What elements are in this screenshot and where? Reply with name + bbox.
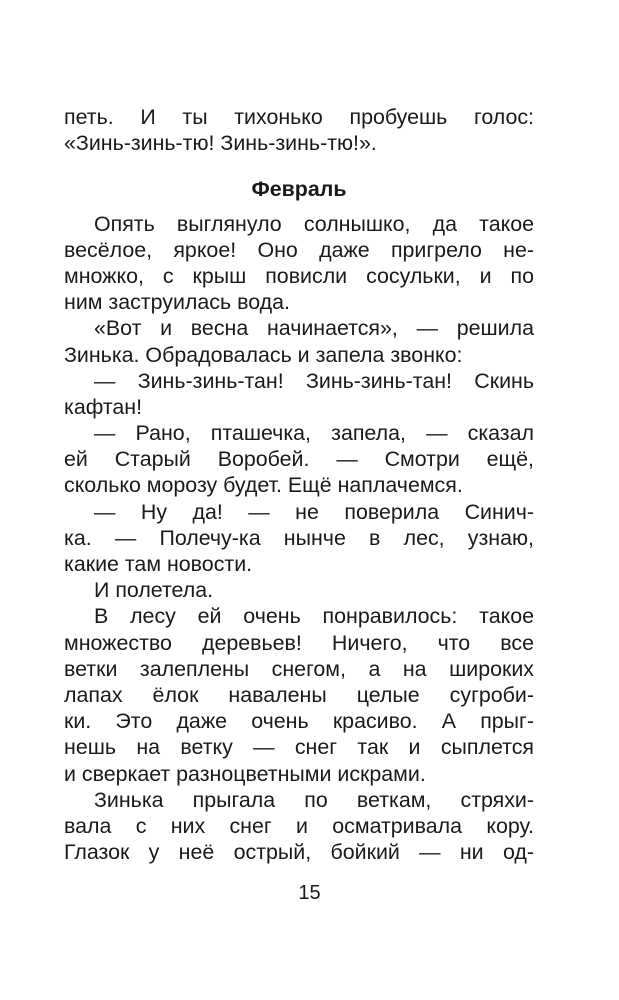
text-line: Опять выглянуло солнышко, да такое <box>94 211 534 236</box>
paragraph <box>64 315 534 367</box>
text-line: — Рано, пташечка, запела, — сказал <box>94 421 534 446</box>
text-line: И полетела. <box>94 578 214 603</box>
paragraph <box>64 603 534 786</box>
text-line: множко, с крыш повисли сосульки, и по <box>64 263 534 288</box>
text-line: — Зинь-зинь-тан! Зинь-зинь-тан! Скинь <box>94 368 534 393</box>
text-line: нешь на ветку — снег так и сыплется <box>64 735 534 760</box>
text-line: В лесу ей очень понравилось: такое <box>94 604 534 629</box>
text-line: лапах ёлок навалены целые сугроби- <box>64 682 534 707</box>
text-line: петь. И ты тихонько пробуешь голос: <box>64 105 534 129</box>
text-line: Зинька. Обрадовалась и запела звонко: <box>64 342 463 367</box>
text-line: весёлое, яркое! Оно даже пригрело не- <box>64 237 534 262</box>
text-line: кафтан! <box>64 394 143 419</box>
text-line: вала с них снег и осматривала кору. <box>64 813 534 838</box>
paragraph <box>64 499 534 578</box>
text-line: сколько морозу будет. Ещё наплачемся. <box>64 473 463 498</box>
text-line: ка. — Полечу-ка нынче в лес, узнаю, <box>64 525 534 550</box>
paragraph <box>64 787 534 866</box>
text-line: ки. Это даже очень красиво. А прыг- <box>64 709 534 734</box>
paragraph <box>64 104 534 156</box>
text-line: ветки залеплены снегом, а на широких <box>64 656 534 681</box>
paragraph <box>64 420 534 499</box>
text-line: ним заструилась вода. <box>64 290 290 315</box>
text-line: Глазок у неё острый, бойкий — ни од- <box>64 840 534 865</box>
text-block <box>64 104 534 865</box>
text-line: множество деревьев! Ничего, что все <box>64 630 534 655</box>
text-line: и сверкает разноцветными искрами. <box>64 761 426 786</box>
text-line: Зинька прыгала по веткам, стряхи- <box>94 787 534 812</box>
text-line: ей Старый Воробей. — Смотри ещё, <box>64 447 534 472</box>
section-title: Февраль <box>251 177 347 202</box>
text-line: — Ну да! — не поверила Синич- <box>94 499 534 524</box>
paragraph <box>64 368 534 420</box>
paragraph <box>64 577 534 603</box>
text-line: «Зинь-зинь-тю! Зинь-зинь-тю!». <box>64 131 377 156</box>
text-line: «Вот и весна начинается», — решила <box>94 316 534 341</box>
text-line: какие там новости. <box>64 552 253 576</box>
paragraph <box>64 211 534 316</box>
page-number: 15 <box>298 882 321 904</box>
